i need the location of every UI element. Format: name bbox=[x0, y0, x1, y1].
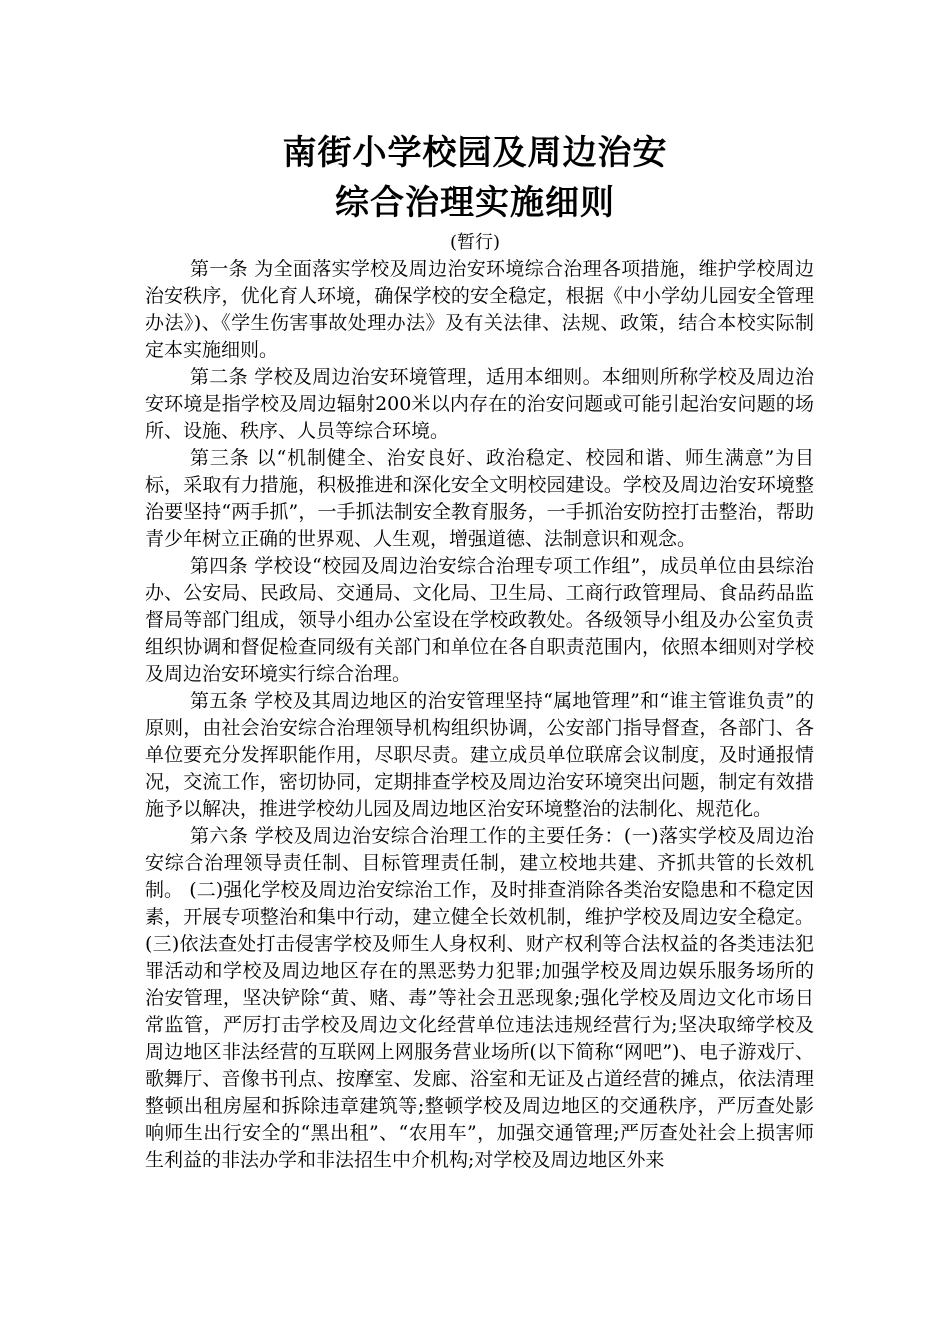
document-title-line1: 南街小学校园及周边治安 bbox=[282, 133, 668, 173]
article-5: 第五条 学校及其周边地区的治安管理坚持“属地管理”和“谁主管谁负责”的原则，由社会治安综合治理领导机构组织协调，公安部门指导督查，各部门、各单位要充分发挥职能作用，尽职尽责。建立成员单位联席会议制度，及时通报情况，交流工作，密切协同，定期排查学校及周边治安环境突出问题，制定有效措施予以解决，推进学校幼儿园及周边地区治安环境整治的法制化、规范化。 bbox=[145, 690, 814, 820]
article-1: 第一条 为全面落实学校及周边治安环境综合治理各项措施，维护学校周边治安秩序，优化育人环境，确保学校的安全稳定，根据《中小学幼儿园安全管理办法》)、《学生伤害事故处理办法》及有关法律、法规、政策，结合本校实际制定本实施细则。 bbox=[145, 258, 814, 361]
article-6: 第六条 学校及周边治安综合治理工作的主要任务：(一)落实学校及周边治安综合治理领导责任制、目标管理责任制，建立校地共建、齐抓共管的长效机制。 (二)强化学校及周边治安综治工作，及时排查消除各类治安隐患和不稳定因素，开展专项整治和集中行动，建立健全长效机制，维护学校及周边安全稳定。 (三)依法查处打击侵害学校及师生人身权利、财产权利等合法权益的各类违法犯罪活动和学校及周边地区存在的黑恶势力犯罪;加强学校及周边娱乐服务场所的治安管理，坚决铲除“黄、赌、毒”等社会丑恶现象;强化学校及周边文化市场日常监管，严厉打击学校及周边文化经营单位违法违规经营行为;坚决取缔学校及周边地区非法经营的互联网上网服务营业场所(以下简称“网吧”)、电子游戏厅、歌舞厅、音像书刊点、按摩室、发廊、浴室和无证及占道经营的摊点，依法清理整顿出租房屋和拆除违章建筑等;整顿学校及周边地区的交通秩序，严厉查处影响师生出行安全的“黑出租”、“农用车”，加强交通管理;严厉查处社会上损害师生利益的非法办学和非法招生中介机构;对学校及周边地区外来 bbox=[145, 825, 814, 1171]
article-4: 第四条 学校设“校园及周边治安综合治理专项工作组”，成员单位由县综治办、公安局、民政局、交通局、文化局、卫生局、工商行政管理局、食品药品监督局等部门组成，领导小组办公室设在学校政教处。各级领导小组及办公室负责组织协调和督促检查同级有关部门和单位在各自职责范围内，依照本细则对学校及周边治安环境实行综合治理。 bbox=[145, 555, 814, 685]
document-subtitle: (暂行) bbox=[449, 232, 501, 253]
document-body bbox=[0, 256, 950, 1174]
document-title-line2: 综合治理实施细则 bbox=[335, 183, 615, 223]
article-3: 第三条 以“机制健全、治安良好、政治稳定、校园和谐、师生满意”为目标，采取有力措施，积极推进和深化安全文明校园建设。学校及周边治安环境整治要坚持“两手抓”，一手抓法制安全教育服务，一手抓治安防控打击整治，帮助青少年树立正确的世界观、人生观，增强道德、法制意识和观念。 bbox=[145, 447, 814, 550]
article-2: 第二条 学校及周边治安环境管理，适用本细则。本细则所称学校及周边治安环境是指学校及周边辐射200米以内存在的治安问题或可能引起治安问题的场所、设施、秩序、人员等综合环境。 bbox=[145, 366, 814, 442]
